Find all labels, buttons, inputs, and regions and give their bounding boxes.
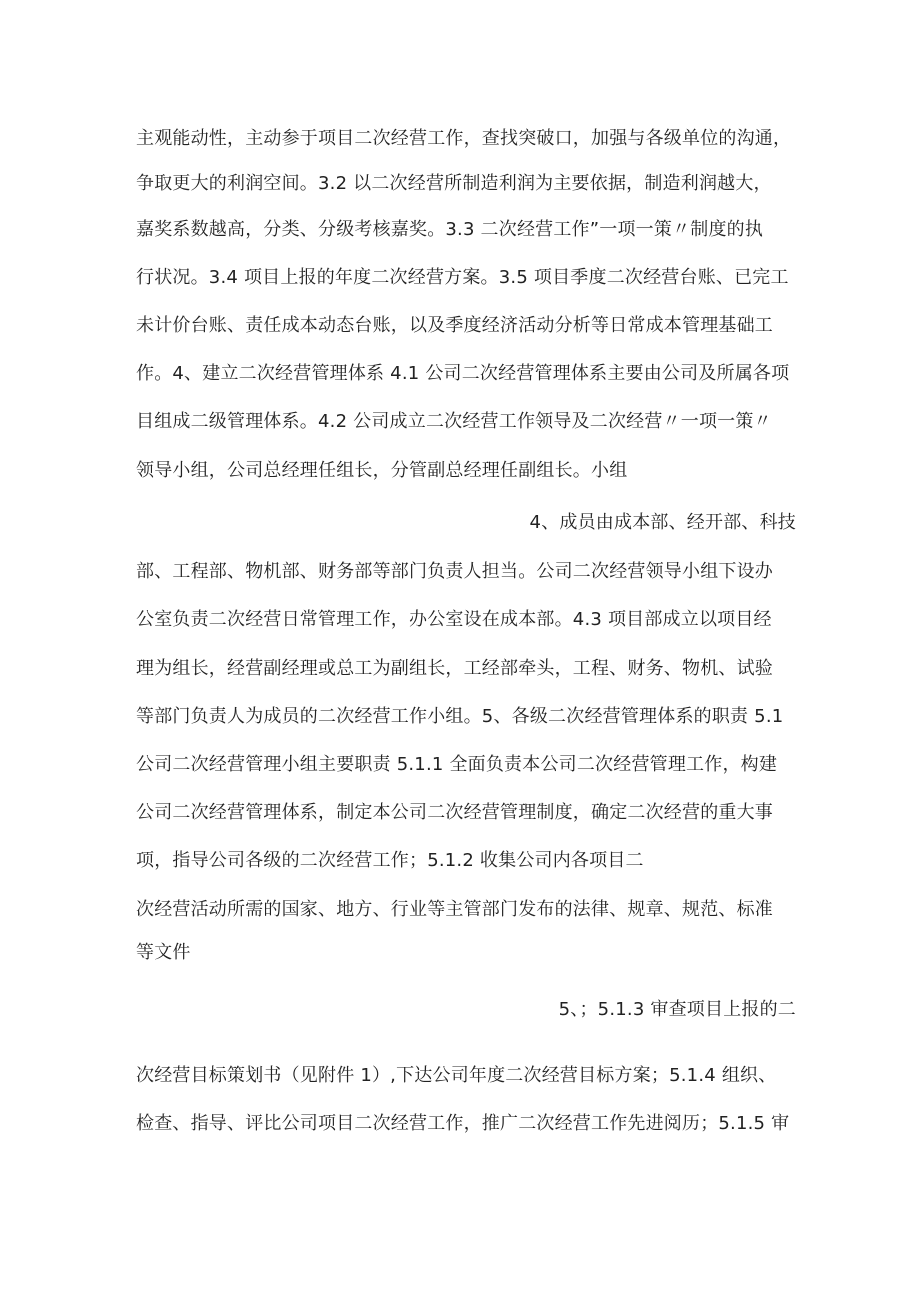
- text-line: 次经营活动所需的国家、地方、行业等主管部门发布的法律、规章、规范、标准: [136, 899, 773, 920]
- text-line: 作。4、建立二次经营管理体系 4.1 公司二次经营管理体系主要由公司及所属各项: [136, 363, 790, 384]
- text-line: 等文件: [136, 942, 191, 963]
- text-line: 等部门负责人为成员的二次经营工作小组。5、各级二次经营管理体系的职责 5.1: [136, 706, 784, 727]
- text-line: 检查、指导、评比公司项目二次经营工作，推广二次经营工作先进阅历；5.1.5 审: [136, 1113, 790, 1134]
- text-line: 项，指导公司各级的二次经营工作；5.1.2 收集公司内各项目二: [136, 850, 644, 871]
- text-line: 目组成二级管理体系。4.2 公司成立二次经营工作领导及二次经营〃一项一策〃: [136, 411, 772, 432]
- text-line: 部、工程部、物机部、财务部等部门负责人担当。公司二次经营领导小组下设办: [136, 561, 773, 582]
- text-line: 嘉奖系数越高，分类、分级考核嘉奖。3.3 二次经营工作”一项一策〃制度的执: [136, 219, 764, 240]
- text-line: 理为组长，经营副经理或总工为副组长，工经部牵头，工程、财务、物机、试验: [136, 658, 773, 679]
- text-line: 未计价台账、责任成本动态台账，以及季度经济活动分析等日常成本管理基础工: [136, 315, 773, 336]
- text-line: 4、成员由成本部、经开部、科技: [529, 512, 796, 533]
- text-line: 次经营目标策划书（见附件 1）,下达公司年度二次经营目标方案；5.1.4 组织、: [136, 1065, 777, 1086]
- text-line: 领导小组，公司总经理任组长，分管副总经理任副组长。小组: [136, 460, 628, 481]
- text-line: 主观能动性，主动参于项目二次经营工作，查找突破口，加强与各级单位的沟通，: [136, 128, 792, 149]
- text-line: 公司二次经营管理体系，制定本公司二次经营管理制度，确定二次经营的重大事: [136, 802, 773, 823]
- text-line: 公室负责二次经营日常管理工作，办公室设在成本部。4.3 项目部成立以项目经: [136, 609, 772, 630]
- text-line: 争取更大的利润空间。3.2 以二次经营所制造利润为主要依据，制造利润越大，: [136, 173, 772, 194]
- text-line: 公司二次经营管理小组主要职责 5.1.1 全面负责本公司二次经营管理工作，构建: [136, 754, 778, 775]
- text-line: 5、；5.1.3 审查项目上报的二: [558, 999, 796, 1020]
- text-line: 行状况。3.4 项目上报的年度二次经营方案。3.5 项目季度二次经营台账、已完工: [136, 267, 789, 288]
